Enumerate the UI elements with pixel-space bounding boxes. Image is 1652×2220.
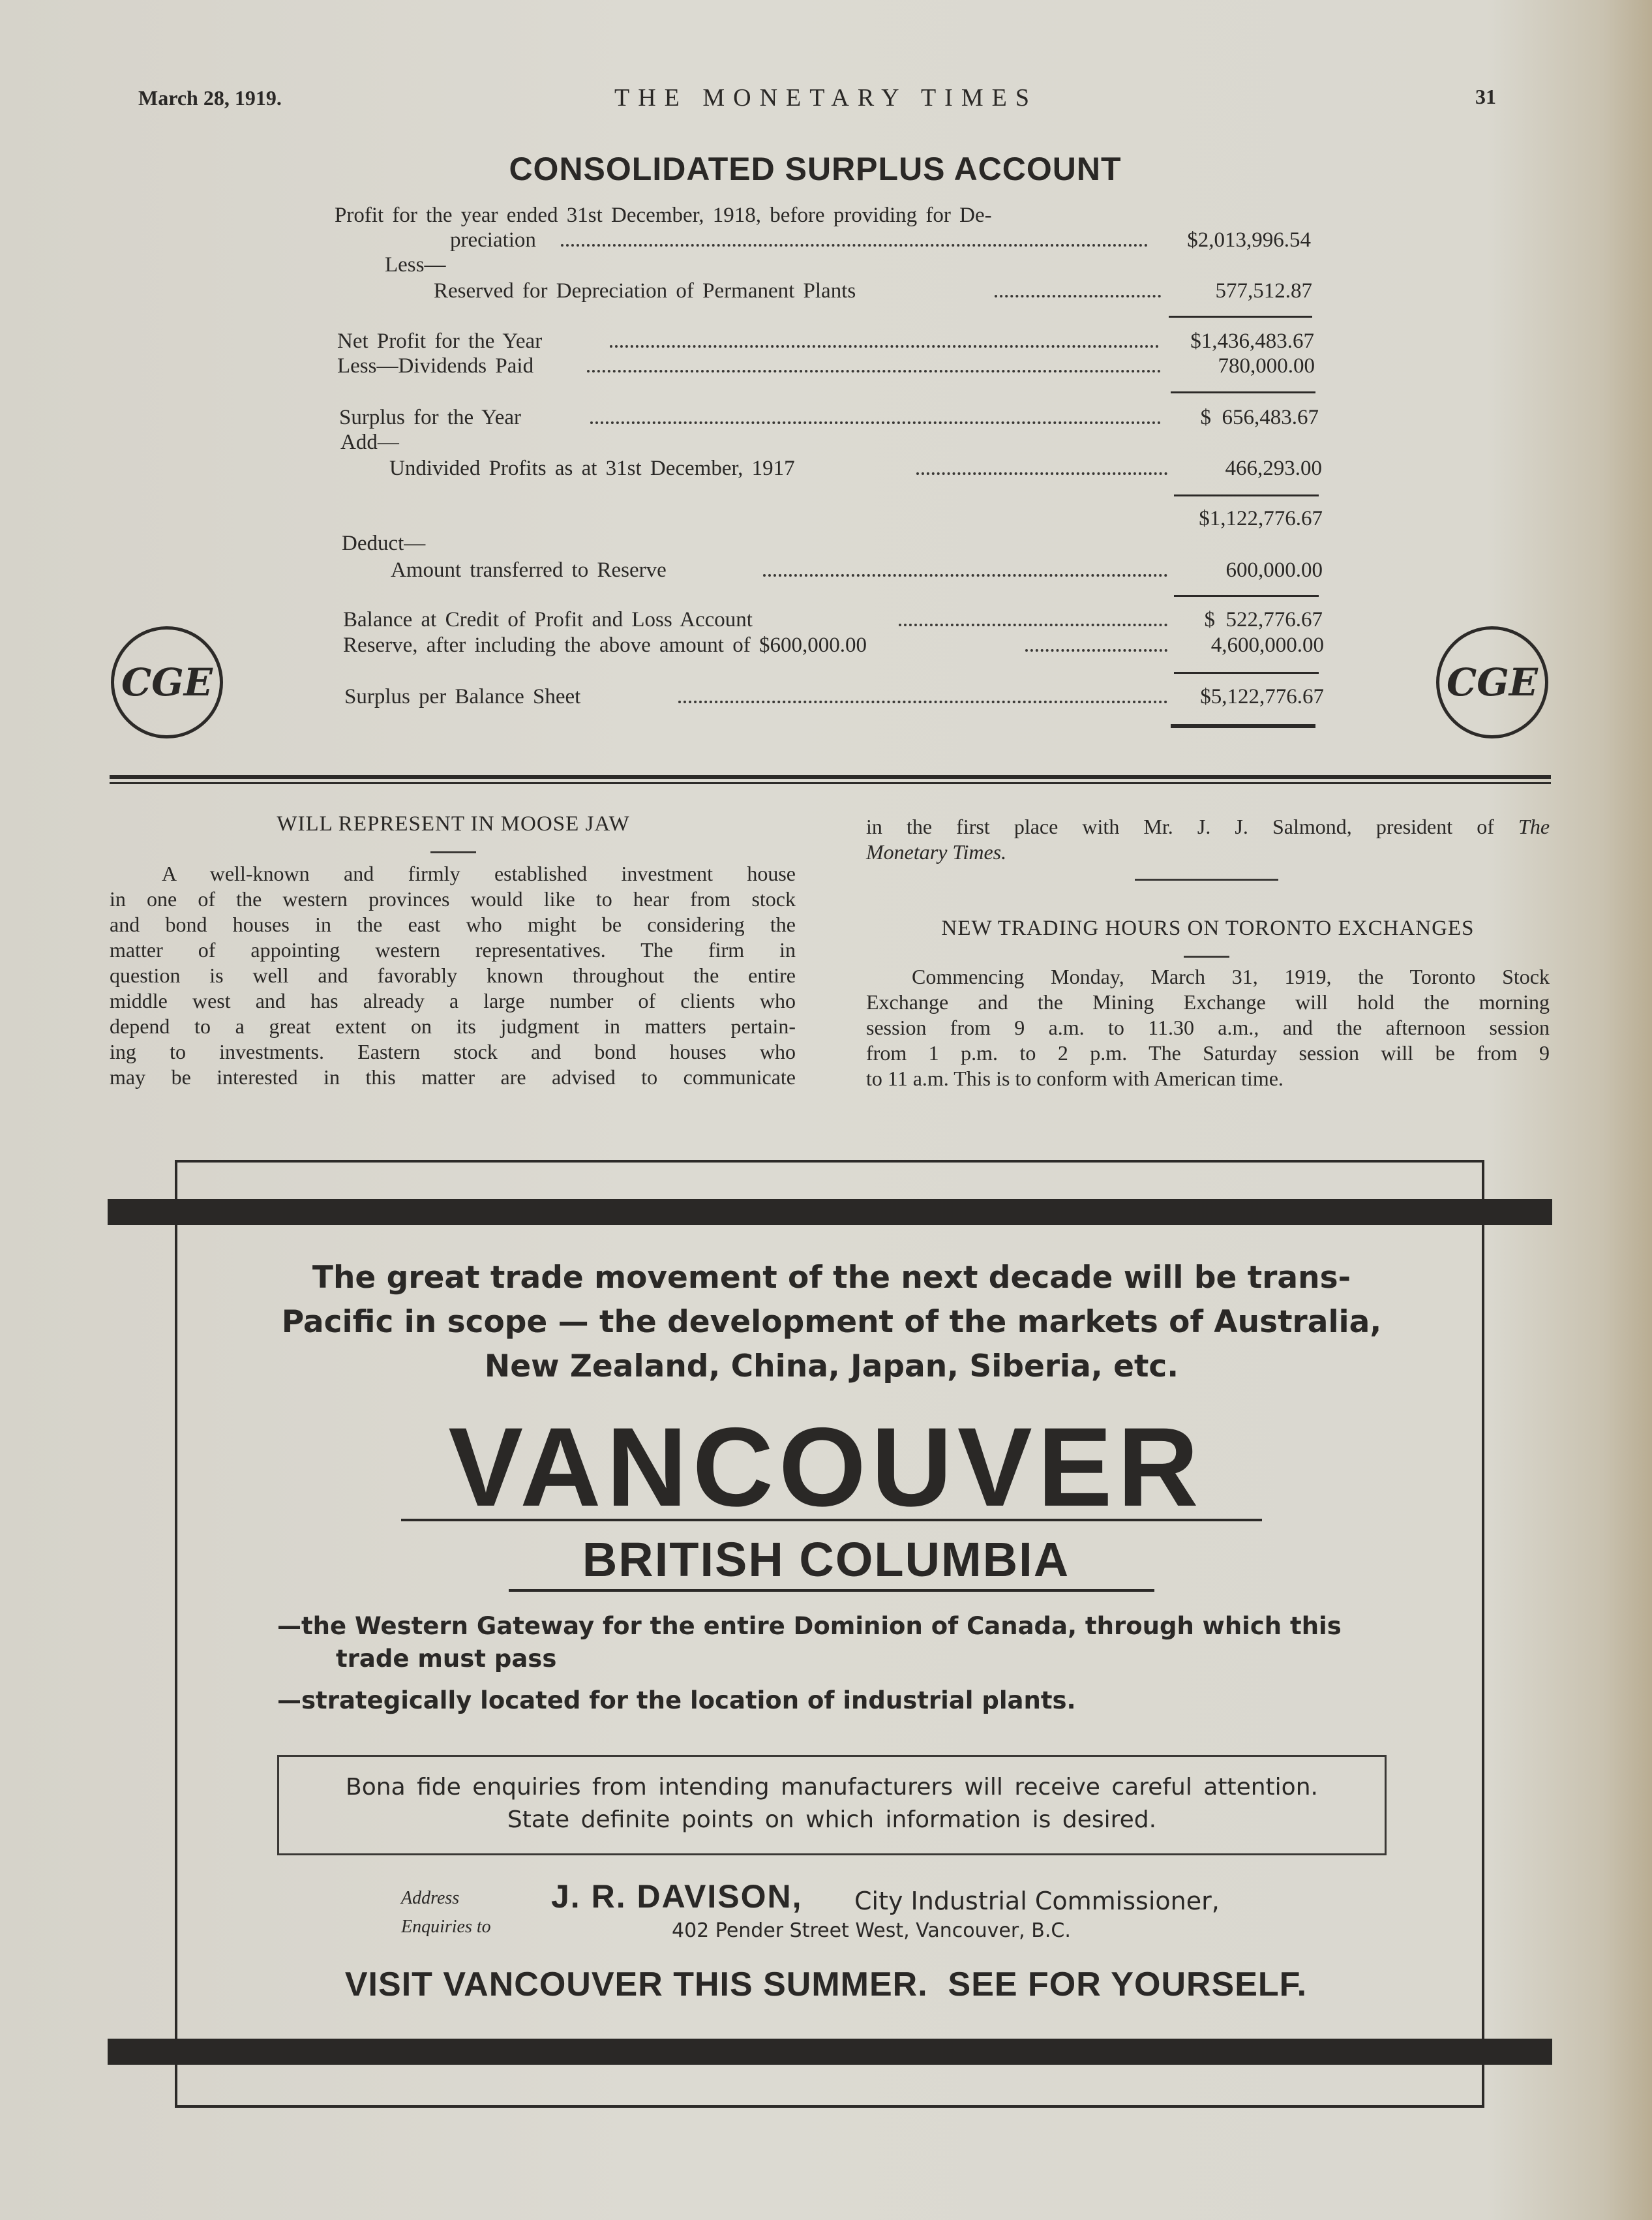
advertisement-slogan: VISIT VANCOUVER THIS SUMMER. SEE FOR YOURSELF. (344, 1966, 1308, 2003)
moose-jaw-body (110, 861, 796, 1090)
trading-hours-heading: NEW TRADING HOURS ON TORONTO EXCHANGES (941, 917, 1475, 940)
reserved-amount: 577,512.87 (1215, 279, 1312, 303)
page-number: 31 (1475, 85, 1496, 108)
surplus-amount: $ 656,483.67 (1200, 406, 1319, 429)
sum-rule (1169, 316, 1312, 318)
body-line: to 11 a.m. This is to conform with American time. (866, 1067, 1284, 1090)
leader-dots (610, 345, 1159, 348)
reserve-amount: 4,600,000.00 (1210, 633, 1324, 657)
heading-rule (1184, 956, 1229, 958)
city-underline (401, 1519, 1262, 1521)
point-gateway: —the Western Gateway for the entire Dominion of Canada, through which this (277, 1612, 1342, 1640)
surplus-sheet-label: Surplus per Balance Sheet (344, 685, 581, 708)
point-gateway-cont: trade must pass (336, 1645, 557, 1673)
leader-dots (678, 701, 1167, 703)
balance-label: Balance at Credit of Profit and Loss Account (343, 608, 753, 631)
net-profit-amount: $1,436,483.67 (1190, 329, 1314, 353)
net-profit-label: Net Profit for the Year (337, 329, 543, 353)
undivided-amount: 466,293.00 (1225, 457, 1322, 480)
body-line: and bond houses in the east who might be considering the (110, 913, 796, 936)
sum-rule (1174, 672, 1319, 674)
reserve-label: Reserve, after including the above amount of $600,000.00 (343, 633, 867, 657)
advertisement-points (277, 1610, 1392, 1717)
dividends-amount: 780,000.00 (1218, 354, 1315, 378)
moose-jaw-heading: WILL REPRESENT IN MOOSE JAW (277, 812, 630, 836)
body-line: matter of appointing western representatives. The firm in (110, 938, 796, 962)
issue-date: March 28, 1919. (138, 86, 282, 110)
advertisement-city: VANCOUVER (448, 1405, 1204, 1530)
company-seal-left (111, 626, 223, 738)
body-line: from 1 p.m. to 2 p.m. The Saturday session will be from 9 (866, 1041, 1550, 1065)
transferred-label: Amount transferred to Reserve (391, 558, 667, 582)
address-label: Address Enquiries to (401, 1888, 491, 1937)
publication-title: THE MONETARY TIMES (614, 84, 1038, 112)
body-line: Exchange and the Mining Exchange will hold the morning (866, 990, 1550, 1014)
dividends-label: Less—Dividends Paid (337, 354, 534, 378)
add-label: Add— (340, 431, 399, 454)
balance-amount: $ 522,776.67 (1204, 608, 1323, 631)
leader-dots (590, 421, 1161, 424)
body-line: in the first place with Mr. J. J. Salmond, president of The (866, 815, 1550, 838)
leader-dots (561, 244, 1148, 247)
enquiry-box (277, 1755, 1387, 1855)
transferred-amount: 600,000.00 (1225, 558, 1323, 582)
body-line: Monetary Times. (866, 840, 1007, 864)
profit-label-line1: Profit for the year ended 31st December, 1918, before providing for De- (335, 204, 992, 227)
sum-rule (1174, 494, 1319, 496)
account-title: CONSOLIDATED SURPLUS ACCOUNT (509, 151, 1122, 187)
deduct-label: Deduct— (342, 532, 426, 555)
enquiry-text: Bona fide enquiries from intending manufacturers will receive careful attention. State definite points on which information is desired. (346, 1774, 1318, 1833)
moose-jaw-continued (866, 814, 1550, 865)
body-line: Commencing Monday, March 31, 1919, the Toronto Stock (912, 965, 1550, 988)
leader-dots (587, 370, 1161, 373)
body-line: session from 9 a.m. to 11.30 a.m., and the afternoon session (866, 1016, 1550, 1039)
seal-monogram: CGE (1447, 660, 1538, 705)
profit-label-line2: preciation (450, 228, 536, 252)
heading-rule (430, 851, 476, 853)
trading-hours-body (866, 964, 1550, 1091)
total-double-rule (1171, 724, 1315, 728)
company-seal-right (1436, 626, 1548, 738)
surplus-sheet-amount: $5,122,776.67 (1200, 685, 1324, 708)
article-separator (1135, 879, 1278, 881)
body-line: may be interested in this matter are advised to communicate (110, 1065, 796, 1089)
body-line: depend to a great extent on its judgment in matters pertain- (110, 1014, 796, 1038)
advertisement-intro: The great trade movement of the next decade will be trans-Pacific in scope — the development of the markets of Australia, New Zealand, China, Japan, Siberia, etc. (281, 1260, 1382, 1384)
sum-rule (1174, 595, 1319, 597)
body-line: A well-known and firmly established investment house (162, 862, 796, 885)
contact-title: City Industrial Commissioner, (854, 1887, 1220, 1915)
point-industrial: —strategically located for the location of industrial plants. (277, 1686, 1076, 1714)
sum-rule (1171, 391, 1315, 393)
body-line: question is well and favorably known throughout the entire (110, 964, 796, 987)
reserved-label: Reserved for Depreciation of Permanent Plants (434, 279, 856, 303)
subtotal-amount: $1,122,776.67 (1199, 507, 1323, 530)
profit-amount: $2,013,996.54 (1187, 228, 1311, 252)
body-line: in one of the western provinces would like to hear from stock (110, 887, 796, 911)
advertisement-bottom-bar (108, 2039, 1552, 2065)
surplus-label: Surplus for the Year (339, 406, 521, 429)
undivided-label: Undivided Profits as at 31st December, 1917 (389, 457, 795, 480)
seal-monogram: CGE (121, 660, 213, 705)
contact-address: 402 Pender Street West, Vancouver, B.C. (672, 1919, 1071, 1942)
less-label: Less— (385, 253, 446, 277)
leader-dots (763, 574, 1167, 577)
contact-name: J. R. DAVISON, (551, 1878, 803, 1915)
body-line: ing to investments. Eastern stock and bond houses who (110, 1040, 796, 1063)
section-divider (110, 775, 1551, 784)
advertisement-top-bar (108, 1199, 1552, 1225)
province-underline (509, 1589, 1154, 1592)
body-line: middle west and has already a large number of clients who (110, 989, 796, 1012)
advertisement-province: BRITISH COLUMBIA (582, 1532, 1070, 1587)
